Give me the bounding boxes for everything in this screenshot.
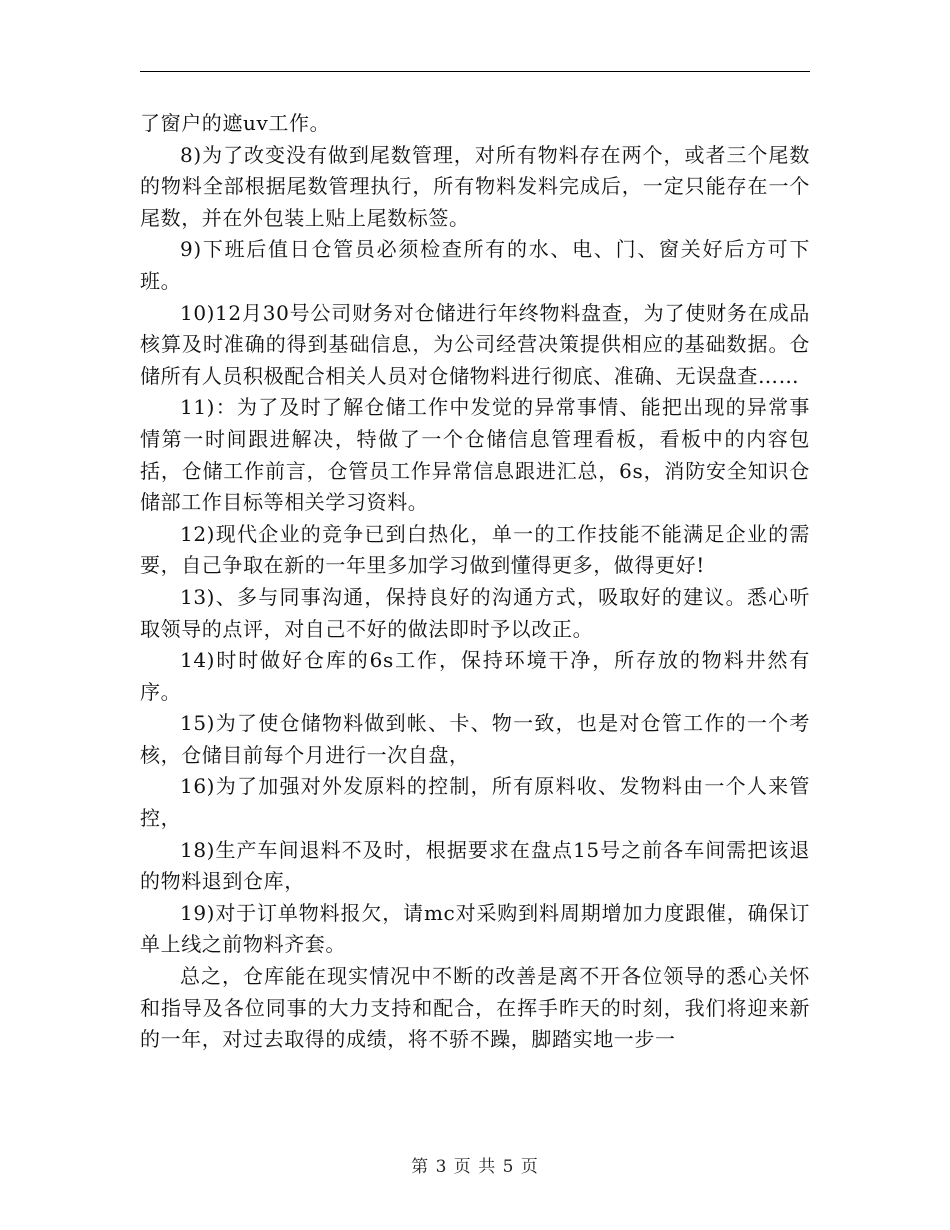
paragraph: 12)现代企业的竞争已到白热化，单一的工作技能不能满足企业的需要，自己争取在新的一年里多加学习做到懂得更多，做得更好! (140, 521, 810, 578)
paragraph: 18)生产车间退料不及时，根据要求在盘点15号之前各车间需把该退的物料退到仓库， (140, 837, 810, 894)
paragraph: 10)12月30号公司财务对仓储进行年终物料盘查，为了使财务在成品核算及时准确的得到基础信息，为公司经营决策提供相应的基础数据。仓储所有人员积极配合相关人员对仓储物料进行彻底、准确、无误盘查…… (140, 300, 810, 388)
paragraph: 了窗户的遮uv工作。 (140, 111, 331, 135)
paragraph: 9)下班后值日仓管员必须检查所有的水、电、门、窗关好后方可下班。 (140, 237, 810, 293)
paragraph: 总之，仓库能在现实情况中不断的改善是离不开各位领导的悉心关怀和指导及各位同事的大力支持和配合，在挥手昨天的时刻，我们将迎来新的一年，对过去取得的成绩，将不骄不躁，脚踏实地一步一 (140, 964, 810, 1052)
header-rule (140, 71, 810, 72)
paragraph: 11)：为了及时了解仓储工作中发觉的异常事情、能把出现的异常事情第一时间跟进解决，特做了一个仓储信息管理看板，看板中的内容包括，仓储工作前言，仓管员工作异常信息跟进汇总，6s，消防安全知识仓储部工作目标等相关学习资料。 (140, 395, 810, 515)
paragraph: 8)为了改变没有做到尾数管理，对所有物料存在两个，或者三个尾数的物料全部根据尾数管理执行，所有物料发料完成后，一定只能存在一个尾数，并在外包装上贴上尾数标签。 (140, 142, 810, 230)
paragraph: 14)时时做好仓库的6s工作，保持环境干净，所存放的物料井然有序。 (140, 648, 810, 704)
paragraph: 15)为了使仓储物料做到帐、卡、物一致，也是对仓管工作的一个考核，仓储目前每个月进行一次自盘， (140, 711, 810, 767)
page-number-footer: 第 3 页 共 5 页 (411, 1157, 539, 1177)
paragraph: 16)为了加强对外发原料的控制，所有原料收、发物料由一个人来管控， (140, 774, 810, 831)
document-body (140, 108, 810, 1056)
paragraph: 19)对于订单物料报欠，请mc对采购到料周期增加力度跟催，确保订单上线之前物料齐套。 (140, 900, 810, 957)
paragraph: 13)、多与同事沟通，保持良好的沟通方式，吸取好的建议。悉心听取领导的点评，对自己不好的做法即时予以改正。 (140, 584, 810, 641)
